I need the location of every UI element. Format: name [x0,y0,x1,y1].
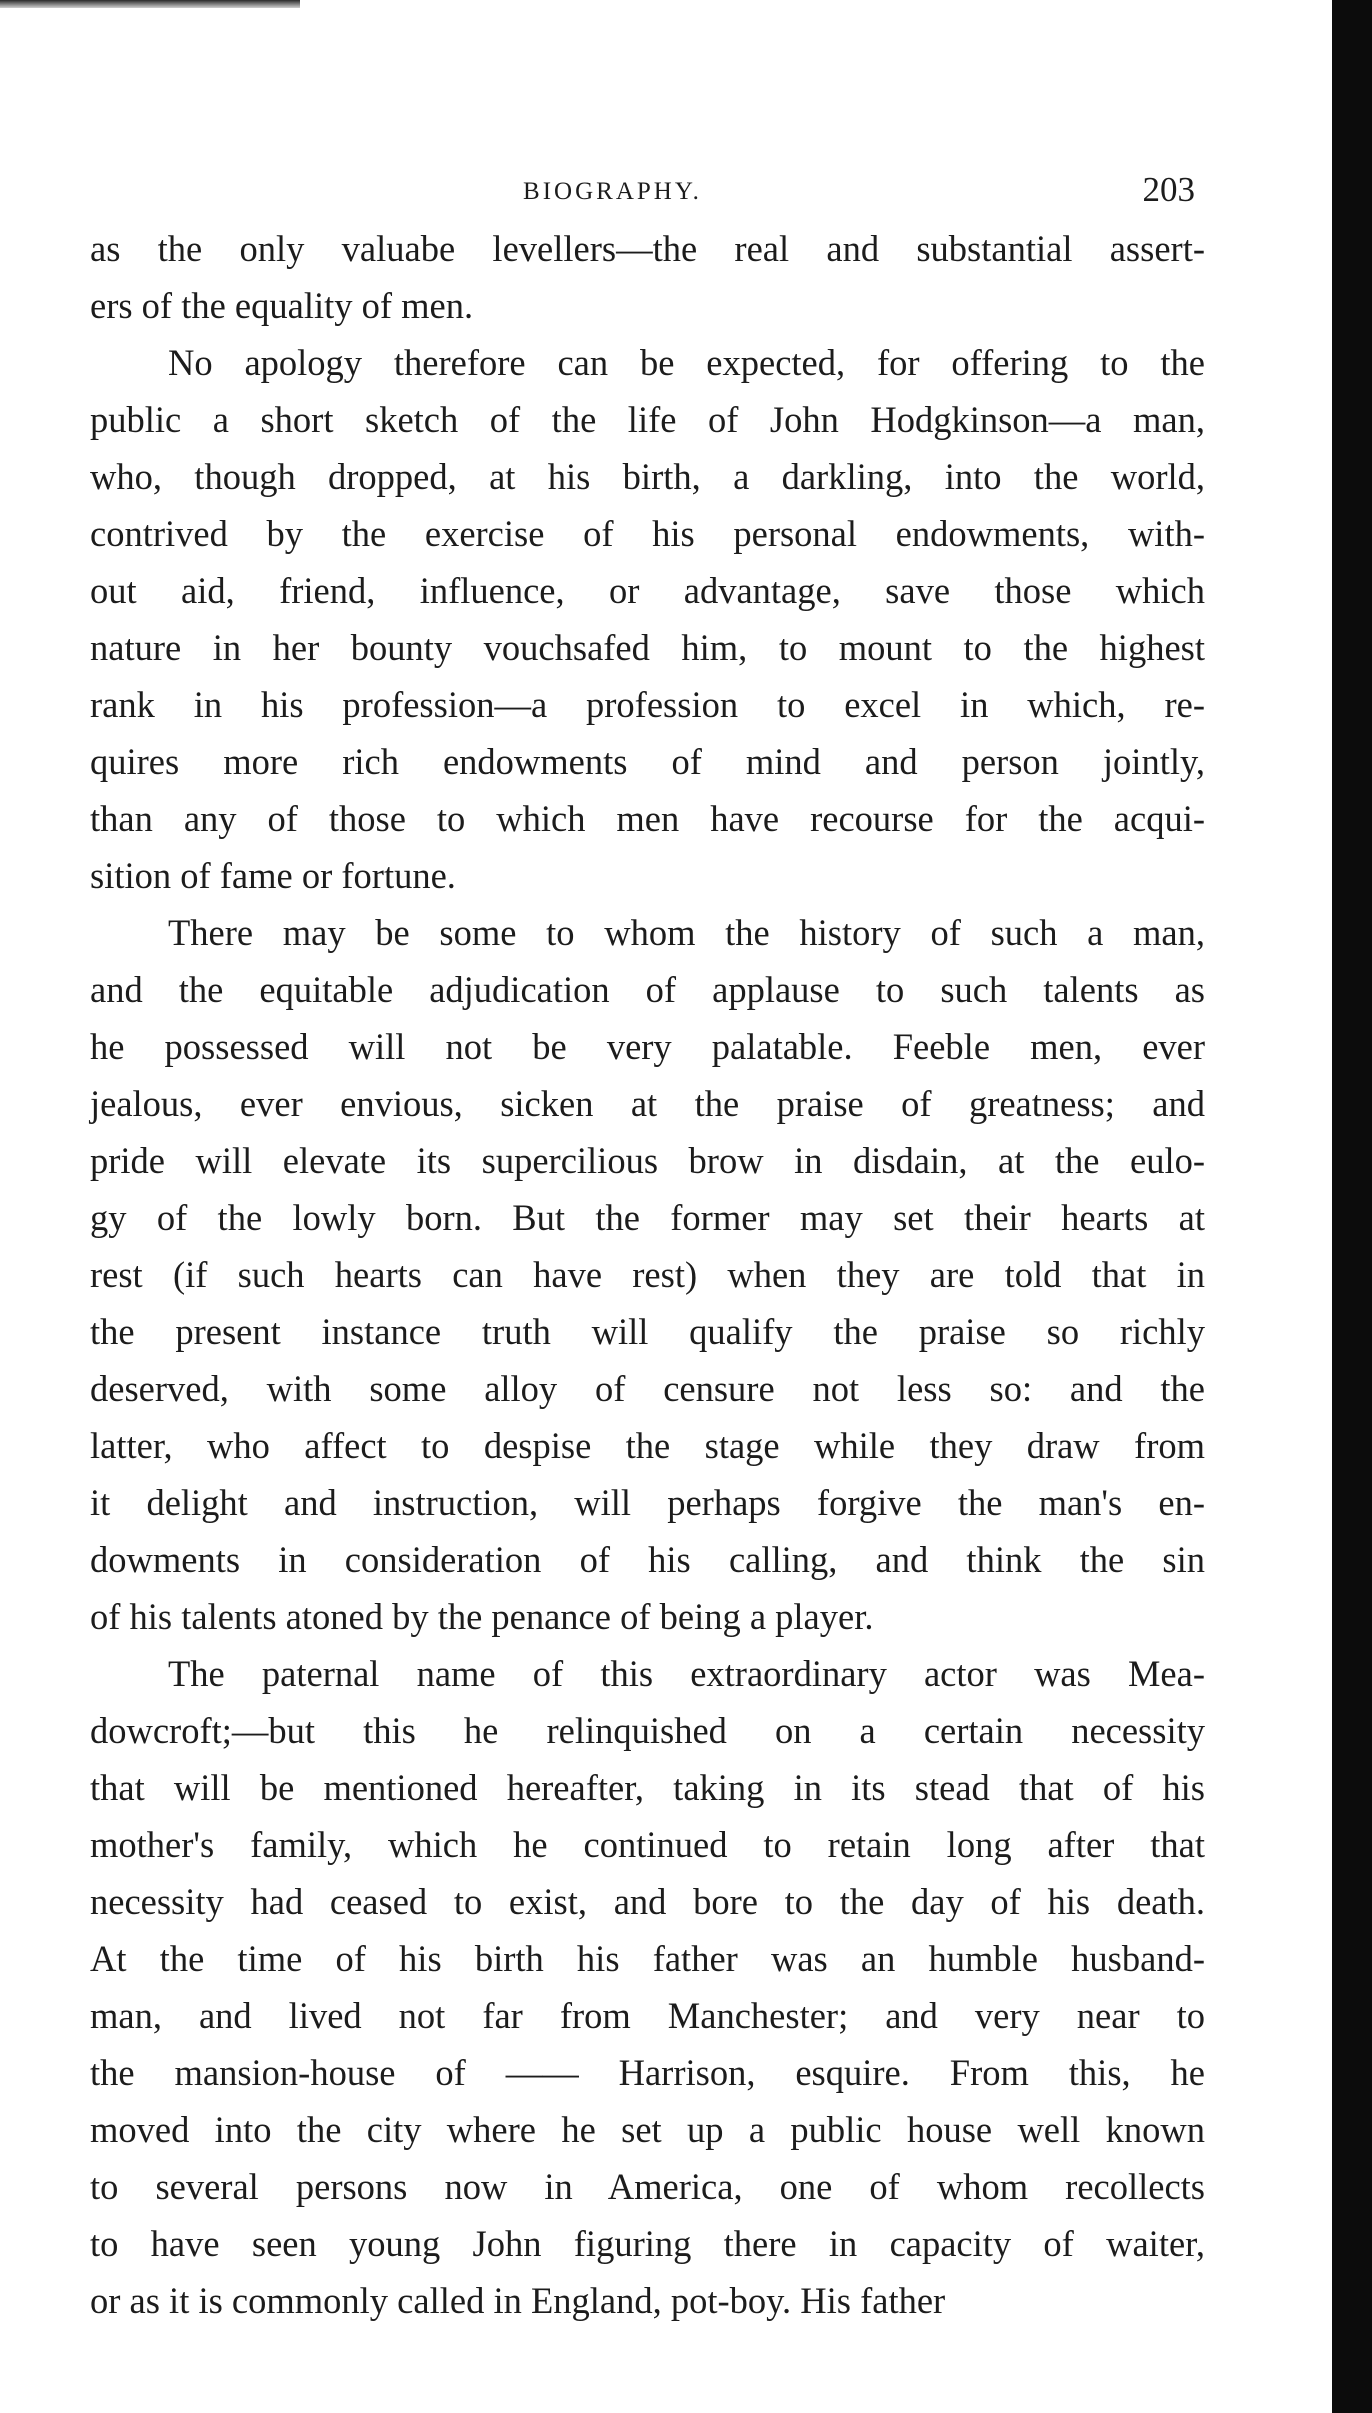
text-line: that will be mentioned hereafter, taking in its stead that of his [90,1767,1205,1808]
paragraph [90,334,1205,904]
text-line: rank in his profession—a profession to excel in which, re- [90,684,1205,725]
text-line: sition of fame or fortune. [90,855,456,896]
text-line: ers of the equality of men. [90,285,474,326]
text-line: of his talents atoned by the penance of being a player. [90,1596,874,1637]
text-line: or as it is commonly called in England, pot-boy. His father [90,2280,946,2321]
text-line: nature in her bounty vouchsafed him, to mount to the highest [90,627,1205,668]
page-number: 203 [1142,170,1195,209]
paragraph [90,904,1205,1645]
text-line: deserved, with some alloy of censure not less so: and the [90,1368,1205,1409]
body-text [90,220,1205,2329]
text-line: and the equitable adjudication of applause to such talents as [90,969,1205,1010]
running-head-title: BIOGRAPHY. [523,178,702,205]
text-line: quires more rich endowments of mind and person jointly, [90,741,1205,782]
text-line: the mansion-house of —— Harrison, esquire. From this, he [90,2052,1205,2093]
text-line: gy of the lowly born. But the former may set their hearts at [90,1197,1205,1238]
text-line: dowments in consideration of his calling, and think the sin [90,1539,1205,1580]
text-line: The paternal name of this extraordinary actor was Mea- [168,1653,1205,1694]
text-line: who, though dropped, at his birth, a darkling, into the world, [90,456,1205,497]
text-line: the present instance truth will qualify the praise so richly [90,1311,1205,1352]
text-line: man, and lived not far from Manchester; and very near to [90,1995,1205,2036]
text-line: necessity had ceased to exist, and bore to the day of his death. [90,1881,1205,1922]
page-right-edge [1332,0,1372,2413]
text-line: moved into the city where he set up a public house well known [90,2109,1205,2150]
text-line: latter, who affect to despise the stage while they draw from [90,1425,1205,1466]
text-line: public a short sketch of the life of John Hodgkinson—a man, [90,399,1205,440]
text-line: mother's family, which he continued to retain long after that [90,1824,1205,1865]
text-line: rest (if such hearts can have rest) when they are told that in [90,1254,1205,1295]
text-line: to several persons now in America, one of whom recollects [90,2166,1205,2207]
paragraph [90,220,1205,334]
book-page [90,160,1205,2329]
text-line: contrived by the exercise of his personal endowments, with- [90,513,1205,554]
paragraph [90,1645,1205,2329]
text-line: jealous, ever envious, sicken at the praise of greatness; and [90,1083,1205,1124]
text-line: out aid, friend, influence, or advantage, save those which [90,570,1205,611]
text-line: as the only valuabe levellers—the real and substantial assert- [90,228,1205,269]
text-line: At the time of his birth his father was an humble husband- [90,1938,1205,1979]
text-line: dowcroft;—but this he relinquished on a certain necessity [90,1710,1205,1751]
running-head [90,160,1205,220]
text-line: There may be some to whom the history of such a man, [168,912,1205,953]
text-line: he possessed will not be very palatable. Feeble men, ever [90,1026,1205,1067]
page-edge-shadow [0,0,300,8]
text-line: to have seen young John figuring there in capacity of waiter, [90,2223,1205,2264]
text-line: No apology therefore can be expected, for offering to the [168,342,1205,383]
text-line: it delight and instruction, will perhaps forgive the man's en- [90,1482,1205,1523]
text-line: pride will elevate its supercilious brow in disdain, at the eulo- [90,1140,1205,1181]
text-line: than any of those to which men have recourse for the acqui- [90,798,1205,839]
